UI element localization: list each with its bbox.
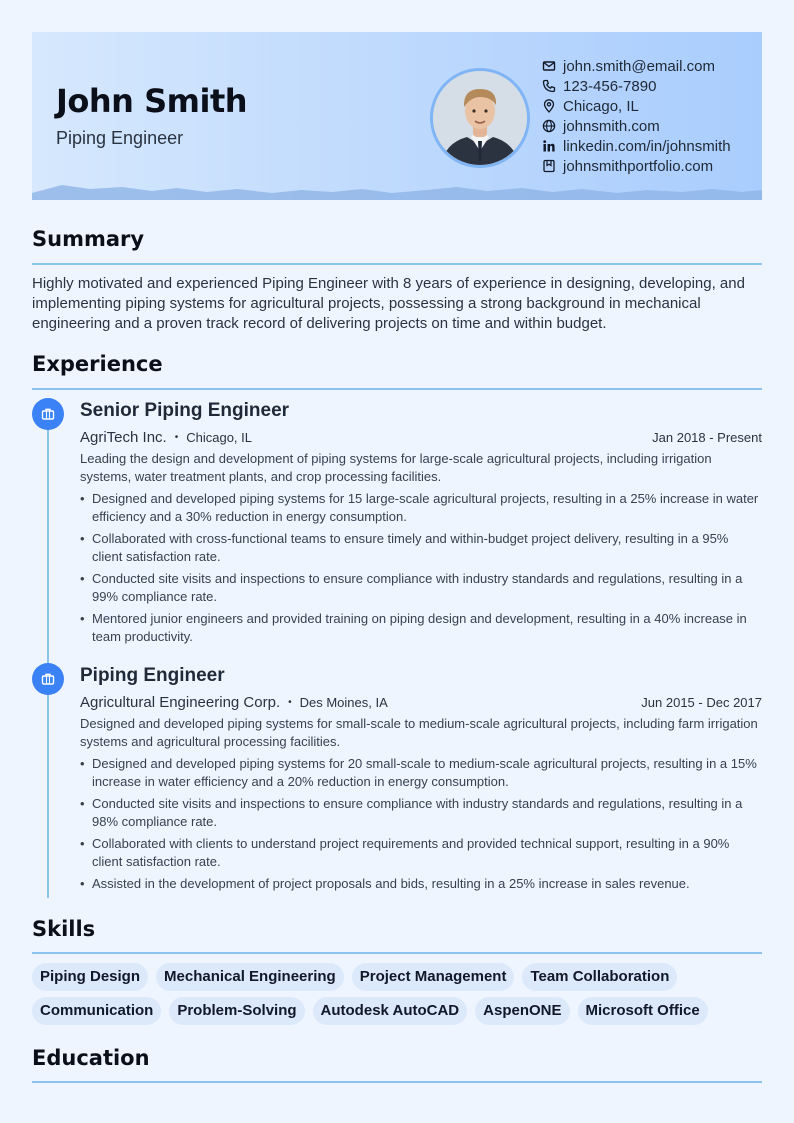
skill-chip: Communication	[32, 997, 161, 1025]
experience-divider	[32, 388, 762, 390]
job-2-company: Agricultural Engineering Corp.	[80, 693, 281, 711]
skills-heading: Skills	[32, 917, 96, 941]
contact-email-text: john.smith@email.com	[563, 57, 715, 75]
list-item: • Conducted site visits and inspections to ensure compliance with industry standards and regulations, resulting in a 98% compliance rate.	[80, 795, 762, 831]
job-1-dates: Jan 2018 - Present	[652, 429, 762, 445]
skill-chip: Microsoft Office	[578, 997, 708, 1025]
job-1-marker	[32, 398, 64, 430]
skill-chip: AspenONE	[475, 997, 569, 1025]
list-item: • Assisted in the development of project proposals and bids, resulting in a 25% increase in sales revenue.	[80, 875, 762, 893]
contact-phone-text: 123-456-7890	[563, 77, 657, 95]
list-item: • Conducted site visits and inspections to ensure compliance with industry standards and regulations, resulting in a 99% compliance rate.	[80, 570, 762, 606]
summary-heading: Summary	[32, 227, 145, 251]
contact-linkedin-text: linkedin.com/in/johnsmith	[563, 137, 731, 155]
candidate-role: Piping Engineer	[56, 128, 184, 148]
skills-list	[32, 963, 762, 1031]
contact-website[interactable]	[542, 116, 731, 136]
job-2-separator: •	[288, 696, 292, 708]
job-1-separator: •	[174, 431, 179, 443]
contact-portfolio[interactable]	[542, 156, 731, 176]
skills-row	[32, 963, 762, 991]
skill-chip: Piping Design	[32, 963, 148, 991]
job-1-meta	[80, 424, 762, 450]
job-2-location: Des Moines, IA	[299, 694, 388, 710]
skill-chip: Autodesk AutoCAD	[313, 997, 468, 1025]
job-1-title: Senior Piping Engineer	[80, 400, 290, 421]
contact-linkedin[interactable]	[542, 136, 731, 156]
contact-list	[542, 56, 731, 176]
contact-location	[542, 96, 731, 116]
list-item: • Collaborated with cross-functional teams to ensure timely and within-budget project delivery, resulting in a 95% client satisfaction rate.	[80, 530, 762, 566]
linkedin-icon	[542, 139, 556, 153]
candidate-name: John Smith	[56, 82, 248, 120]
skill-chip: Mechanical Engineering	[156, 963, 344, 991]
education-divider	[32, 1081, 762, 1083]
job-2-dates: Jun 2015 - Dec 2017	[641, 694, 762, 710]
briefcase-icon	[41, 407, 55, 421]
job-1-location: Chicago, IL	[186, 429, 252, 445]
job-2	[80, 663, 762, 897]
resume-header	[32, 32, 762, 200]
contact-phone[interactable]	[542, 76, 731, 96]
job-1-company: AgriTech Inc.	[80, 428, 167, 446]
location-icon	[542, 99, 556, 113]
summary-divider	[32, 263, 762, 265]
education-heading: Education	[32, 1046, 150, 1070]
skill-chip: Project Management	[352, 963, 515, 991]
contact-website-text: johnsmith.com	[563, 117, 660, 135]
list-item: • Mentored junior engineers and provided training on piping design and development, resulting in a 40% increase in team productivity.	[80, 610, 762, 646]
job-2-marker	[32, 663, 64, 695]
list-item: • Designed and developed piping systems for 15 large-scale agricultural projects, resulting in a 25% increase in water efficiency and a 30% reduction in energy consumption.	[80, 490, 762, 526]
list-item: • Collaborated with clients to understand project requirements and provided technical support, resulting in a 90% client satisfaction rate.	[80, 835, 762, 871]
job-2-meta	[80, 689, 762, 715]
globe-icon	[542, 119, 556, 133]
job-1-description: Leading the design and development of piping systems for large-scale agricultural projects, including irrigation systems, water treatment plants, and crop processing facilities.	[80, 451, 712, 484]
job-2-description: Designed and developed piping systems for small-scale to medium-scale agricultural projects, including farm irrigation systems and agricultural processing facilities.	[80, 716, 758, 749]
email-icon	[542, 59, 556, 73]
job-1	[80, 398, 762, 650]
briefcase-icon	[41, 672, 55, 686]
profile-photo-image	[433, 71, 527, 165]
skills-row	[32, 997, 762, 1025]
portfolio-icon	[542, 159, 556, 173]
contact-email[interactable]	[542, 56, 731, 76]
list-item: • Designed and developed piping systems for 20 small-scale to medium-scale agricultural projects, resulting in a 15% increase in water efficiency and a 20% reduction in energy consumption.	[80, 755, 762, 791]
job-2-achievements	[80, 755, 762, 893]
experience-heading: Experience	[32, 352, 163, 376]
job-2-title: Piping Engineer	[80, 665, 225, 686]
skills-divider	[32, 952, 762, 954]
contact-location-text: Chicago, IL	[563, 97, 639, 115]
summary-text: Highly motivated and experienced Piping Engineer with 8 years of experience in designing, developing, and implementing piping systems for agricultural projects, possessing a strong background in mechanical engineering and a proven track record of delivering projects on time and within budget.	[32, 275, 745, 332]
contact-portfolio-text: johnsmithportfolio.com	[563, 157, 714, 175]
job-1-achievements	[80, 490, 762, 646]
experience-timeline	[47, 414, 49, 898]
header-wave-decoration	[32, 184, 762, 200]
phone-icon	[542, 79, 556, 93]
profile-photo	[430, 68, 530, 168]
skill-chip: Problem-Solving	[169, 997, 304, 1025]
skill-chip: Team Collaboration	[522, 963, 677, 991]
